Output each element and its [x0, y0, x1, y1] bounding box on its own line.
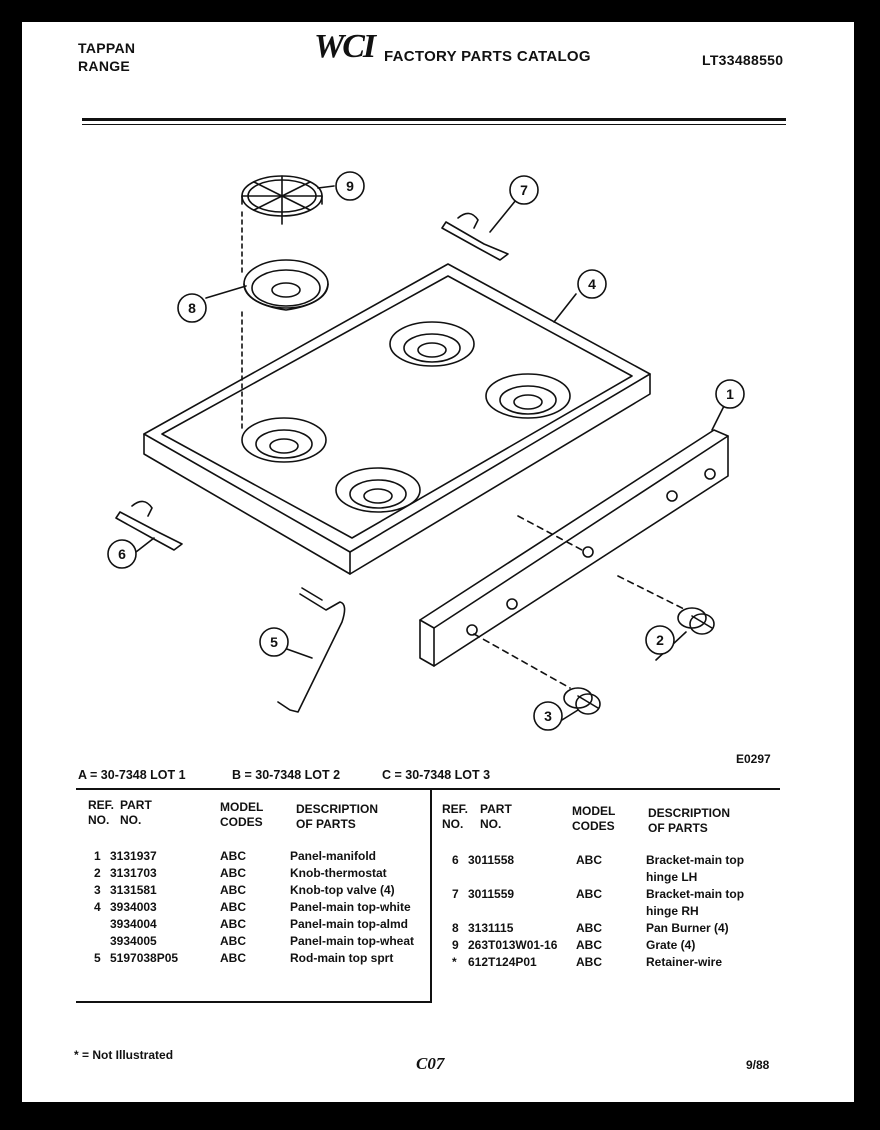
wci-logo: WCI [314, 28, 375, 65]
exploded-parts-diagram [22, 132, 854, 772]
table-top-rule [76, 788, 780, 790]
brand-line-1: TAPPAN [78, 40, 136, 56]
col-desc-header-right: DESCRIPTION OF PARTS [648, 806, 731, 835]
svg-text:4: 4 [588, 276, 596, 292]
callout-4 [578, 270, 606, 298]
catalog-title: FACTORY PARTS CATALOG [384, 48, 591, 65]
svg-text:1: 1 [726, 386, 734, 402]
callout-5 [260, 628, 288, 656]
lot-c: C = 30-7348 LOT 3 [382, 768, 491, 782]
page-code: C07 [416, 1054, 445, 1073]
manifold-panel-part [420, 430, 728, 666]
diagram-code: E0297 [736, 752, 771, 766]
callout-7 [510, 176, 538, 204]
grate-part [242, 176, 322, 224]
col-ref-header-right: REF. NO. [442, 802, 469, 831]
model-number: LT33488550 [702, 52, 784, 68]
callout-3 [534, 702, 562, 730]
col-part-header-right: PART NO. [480, 802, 512, 831]
col-desc-header: DESCRIPTION OF PARTS [296, 802, 379, 831]
pan-burner-part [244, 260, 328, 310]
table-bottom-rule [76, 1001, 432, 1003]
svg-text:6: 6 [118, 546, 126, 562]
svg-text:9: 9 [346, 178, 354, 194]
header-rule-thin [82, 124, 786, 125]
callout-8 [178, 294, 206, 322]
callout-9 [336, 172, 364, 200]
bracket-rh-part [442, 213, 508, 260]
lot-b: B = 30-7348 LOT 2 [232, 768, 341, 782]
not-illustrated-note: * = Not Illustrated [74, 1048, 174, 1062]
col-model-header-right: MODEL CODES [572, 804, 616, 833]
table-divider [430, 788, 432, 1003]
main-top-panel-part [144, 264, 650, 574]
thermostat-knob-part [678, 608, 714, 634]
top-valve-knob-part [564, 688, 600, 714]
svg-text:5: 5 [270, 634, 278, 650]
col-part-header: PART NO. [120, 798, 152, 827]
brand-line-2: RANGE [78, 58, 131, 74]
callout-1 [716, 380, 744, 408]
parts-table: REF. NO. PART NO. MODEL CODES DESCRIPTION OF PARTS REF. NO. PART NO. MODEL CODES DESCRIPTION OF PARTS 1 3131937 ABC Panel-manifold 2 3131703 ABC Knob-thermostat 3 3131581 ABC Knob-top valve (4) 4 3934003 ABC Panel-main top-white 3934004 ABC Panel-main top-almd 3934005 ABC Panel-main top-wheat 5 5197038P05 ABC Rod-main top sprt 6 3011558 ABC Bracket-main top hinge LH 7 3011559 ABC Bracket-main top hinge RH 8 3131115 ABC Pan Burner (4) 9 263T013W01-16 ABC Grate (4) * 612T124P01 ABC Retainer-wire [76, 788, 780, 1003]
col-model-header: MODEL CODES [220, 800, 264, 829]
lot-a: A = 30-7348 LOT 1 [78, 768, 186, 782]
col-ref-header: REF. NO. [88, 798, 115, 827]
svg-text:7: 7 [520, 182, 528, 198]
header-rule [82, 118, 786, 121]
svg-text:3: 3 [544, 708, 552, 724]
catalog-page [22, 22, 854, 1102]
callout-6 [108, 540, 136, 568]
svg-text:2: 2 [656, 632, 664, 648]
svg-text:8: 8 [188, 300, 196, 316]
callout-2 [646, 626, 674, 654]
catalog-date: 9/88 [746, 1058, 770, 1072]
